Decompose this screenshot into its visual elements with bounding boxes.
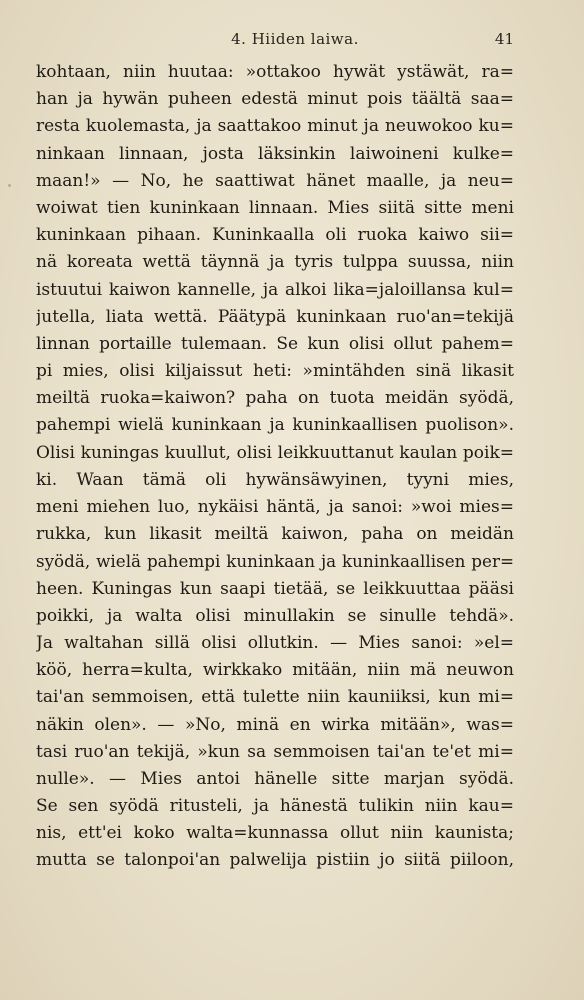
text-line: maan!» — No, he saattiwat hänet maalle, ja neu= (36, 170, 514, 191)
chapter-title: 4. Hiiden laiwa. (231, 30, 359, 48)
text-line: köö, herra=kulta, wirkkako mitään, niin mä neuwon (36, 660, 514, 681)
text-line: meni miehen luo, nykäisi häntä, ja sanoi: »woi mies= (36, 497, 514, 517)
text-line: syödä, wielä pahempi kuninkaan ja kuninkaallisen per= (36, 551, 514, 572)
text-line: tai'an semmoisen, että tulette niin kauniiksi, kun mi= (36, 687, 514, 708)
text-line: rukka, kun likasit meiltä kaiwon, paha on meidän (36, 524, 514, 545)
text-line: Olisi kuningas kuullut, olisi leikkuuttanut kaulan poik= (36, 442, 514, 463)
text-line: poikki, ja walta olisi minullakin se sinulle tehdä». (36, 605, 514, 626)
running-header (36, 30, 514, 54)
text-line: pi mies, olisi kiljaissut heti: »mintähden sinä likasit (36, 361, 514, 382)
paper-speck (8, 184, 11, 187)
text-line: ki. Waan tämä oli hywänsäwyinen, tyyni mies, (36, 469, 514, 490)
text-line: kohtaan, niin huutaa: »ottakoo hywät ystäwät, ra= (36, 62, 514, 82)
text-line: woiwat tien kuninkaan linnaan. Mies siitä sitte meni (36, 197, 514, 218)
text-line: resta kuolemasta, ja saattakoo minut ja neuwokoo ku= (36, 116, 514, 137)
body-text (36, 59, 514, 875)
page-number: 41 (494, 30, 514, 48)
text-line: Se sen syödä ritusteli, ja hänestä tulikin niin kau= (36, 796, 514, 817)
text-line: mutta se talonpoi'an palwelija pistiin jo siitä piiloon, (36, 850, 514, 871)
text-line: kuninkaan pihaan. Kuninkaalla oli ruoka kaiwo sii= (36, 225, 514, 246)
text-line: nis, ett'ei koko walta=kunnassa ollut niin kaunista; (36, 823, 514, 844)
text-line: pahempi wielä kuninkaan ja kuninkaallisen puolison». (36, 415, 514, 436)
text-line: jutella, liata wettä. Päätypä kuninkaan ruo'an=tekijä (36, 306, 514, 327)
text-line: meiltä ruoka=kaiwon? paha on tuota meidän syödä, (36, 388, 514, 409)
text-line: istuutui kaiwon kannelle, ja alkoi lika=jaloillansa kul= (36, 279, 514, 300)
text-line: nä koreata wettä täynnä ja tyris tulppa suussa, niin (36, 252, 514, 273)
text-line: Ja waltahan sillä olisi ollutkin. — Mies sanoi: »el= (36, 632, 514, 653)
text-line: linnan portaille tulemaan. Se kun olisi ollut pahem= (36, 333, 514, 354)
text-line: nulle». — Mies antoi hänelle sitte marjan syödä. (36, 768, 514, 789)
text-line: han ja hywän puheen edestä minut pois täältä saa= (36, 89, 514, 110)
text-line: heen. Kuningas kun saapi tietää, se leikkuuttaa pääsi (36, 578, 514, 599)
text-line: näkin olen». — »No, minä en wirka mitään», was= (36, 714, 514, 735)
text-line: tasi ruo'an tekijä, »kun sa semmoisen tai'an te'et mi= (36, 741, 514, 762)
text-line: ninkaan linnaan, josta läksinkin laiwoineni kulke= (36, 143, 514, 164)
